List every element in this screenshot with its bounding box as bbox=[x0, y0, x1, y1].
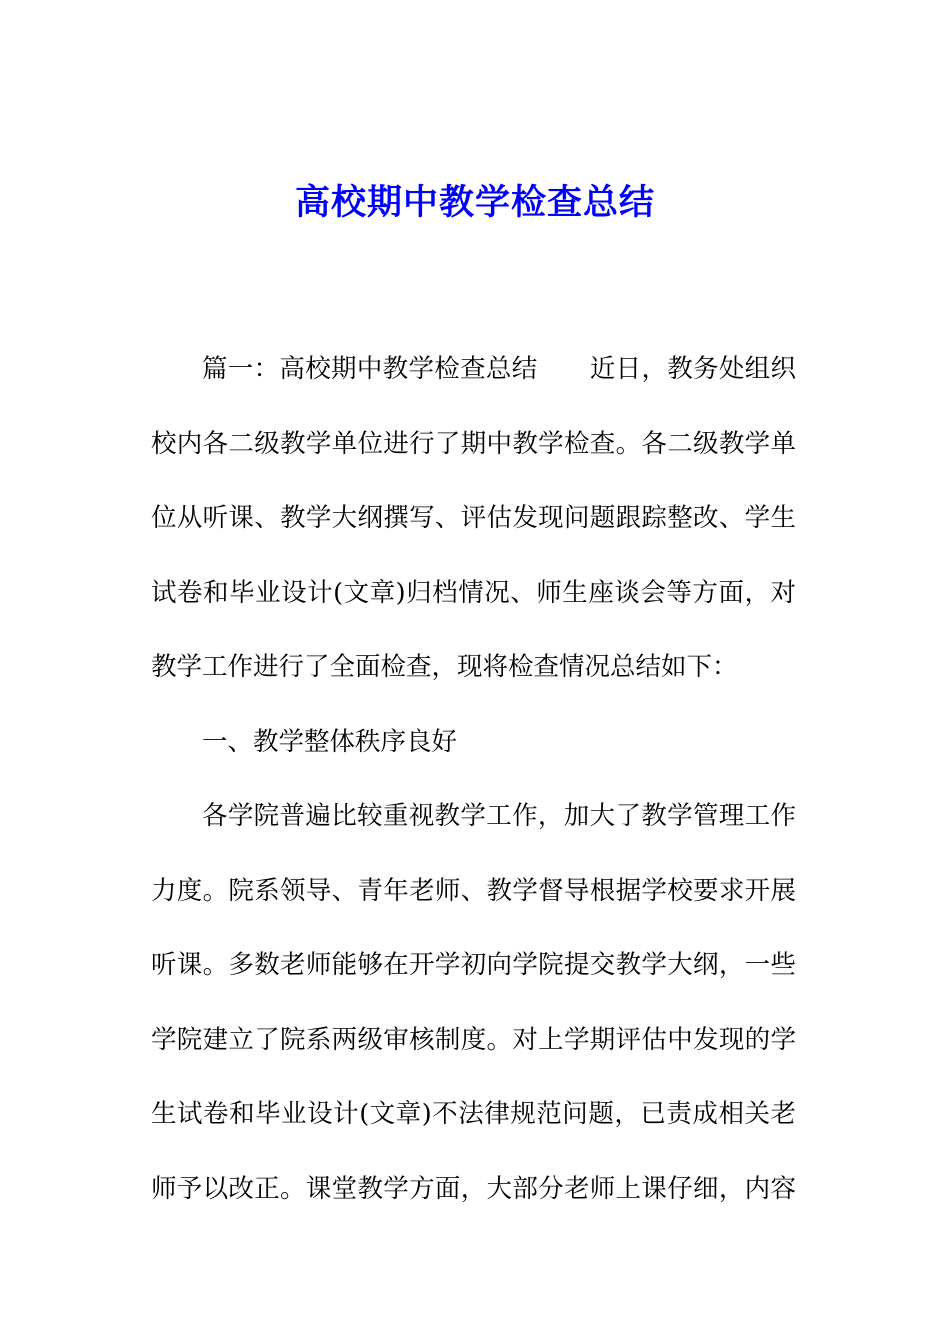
paragraph-line: 教学工作进行了全面检查，现将检查情况总结如下： bbox=[151, 652, 738, 682]
paragraph-line: 试卷和毕业设计(文章)归档情况、师生座谈会等方面，对 bbox=[151, 577, 796, 608]
paragraph-line: 生试卷和毕业设计(文章)不法律规范问题，已责成相关老 bbox=[151, 1099, 796, 1129]
section-heading: 篇一：高校期中教学检查总结 bbox=[202, 354, 538, 384]
section-heading: 一、教学整体秩序良好 bbox=[202, 726, 458, 757]
paragraph-line bbox=[151, 332, 796, 407]
paragraph-line: 力度。院系领导、青年老师、教学督导根据学校要求开展 bbox=[151, 875, 796, 906]
paragraph-line: 听课。多数老师能够在开学初向学院提交教学大纲，一些 bbox=[151, 950, 796, 980]
paragraph-line: 校内各二级教学单位进行了期中教学检查。各二级教学单 bbox=[151, 428, 796, 459]
paragraph-line: 师予以改正。课堂教学方面，大部分老师上课仔细，内容 bbox=[151, 1173, 796, 1204]
paragraph-line: 位从听课、教学大纲撰写、评估发现问题跟踪整改、学生 bbox=[151, 503, 796, 533]
paragraph-line: 学院建立了院系两级审核制度。对上学期评估中发现的学 bbox=[151, 1024, 796, 1055]
document-body bbox=[151, 332, 796, 1226]
document-title: 高校期中教学检查总结 bbox=[294, 182, 655, 223]
paragraph-line: 各学院普遍比较重视教学工作，加大了教学管理工作 bbox=[202, 801, 796, 831]
paragraph-text: 近日，教务处组织 bbox=[589, 354, 796, 384]
